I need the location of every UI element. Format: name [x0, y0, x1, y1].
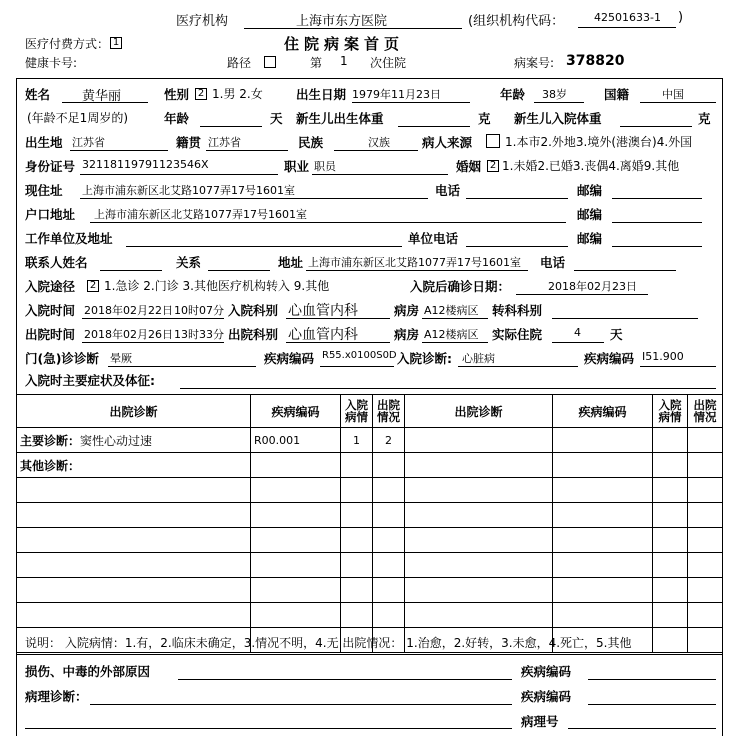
org-name: 上海市东方医院 [296, 14, 388, 29]
cell[interactable] [251, 528, 341, 553]
work-phone-label: 单位电话 [408, 231, 459, 246]
cell[interactable] [688, 428, 723, 453]
cell[interactable] [653, 553, 688, 578]
cell[interactable] [688, 478, 723, 503]
age-value: 38岁 [542, 88, 567, 101]
cell[interactable] [341, 553, 373, 578]
ethnic-label: 民族 [298, 135, 324, 150]
admit-time-label: 入院时间 [25, 303, 76, 318]
sex-label: 性别 [164, 87, 190, 102]
marriage-box[interactable]: 2 [487, 158, 499, 172]
header-out-diag: 出院诊断 [17, 395, 251, 428]
address-label: 现住址 [25, 183, 63, 198]
contact-addr-underline [306, 270, 528, 271]
table-row [17, 428, 723, 453]
id-number: 32118119791123546X [82, 158, 209, 171]
admit-date: 2018年02月22日 [84, 304, 173, 317]
birth-underline [352, 102, 470, 103]
header-code: 疾病编码 [251, 395, 341, 428]
sex-options: 1.男 2.女 [212, 87, 263, 101]
cell[interactable] [17, 578, 251, 603]
cell[interactable] [553, 428, 653, 453]
cell[interactable] [251, 603, 341, 628]
admit-diag-label: 入院诊断: [397, 351, 452, 366]
days-underline [552, 342, 604, 343]
code4-underline [588, 704, 716, 705]
cell[interactable] [405, 553, 553, 578]
zip3-label: 邮编 [577, 231, 603, 246]
main-diag: 窦性心动过速 [80, 433, 153, 448]
gram2: 克 [698, 111, 711, 126]
cell[interactable] [653, 453, 688, 478]
relation-underline [208, 270, 270, 271]
code3-underline [588, 679, 716, 680]
hukou-label: 户口地址 [25, 207, 76, 222]
contact-label: 联系人姓名 [25, 255, 88, 270]
cell[interactable] [405, 478, 553, 503]
table-row [17, 578, 723, 603]
case-no: 378820 [566, 53, 625, 69]
contact-phone-label: 电话 [540, 255, 566, 270]
outpatient-code-underline [320, 366, 394, 367]
source-checkbox[interactable] [486, 133, 500, 148]
cell[interactable] [653, 528, 688, 553]
main-code[interactable]: R00.001 [251, 428, 341, 453]
address: 上海市浦东新区北艾路1077弄17号1601室 [82, 184, 295, 197]
main-diag-label: 主要诊断： [20, 433, 81, 448]
header-out-diag-2: 出院诊断 [405, 395, 553, 428]
cell[interactable] [373, 453, 405, 478]
cell[interactable] [341, 603, 373, 628]
discharge-dept-underline [286, 342, 390, 343]
table-header-row [17, 395, 723, 428]
days-value: 4 [574, 326, 581, 339]
cell[interactable] [688, 528, 723, 553]
ward-label: 病房 [394, 303, 420, 318]
cell[interactable] [341, 578, 373, 603]
ethnic-underline [334, 150, 418, 151]
table-row [17, 603, 723, 628]
cell[interactable] [341, 503, 373, 528]
route-label: 入院途径 [25, 279, 76, 294]
times-suffix: 次住院 [370, 56, 407, 70]
birthplace: 江苏省 [72, 136, 105, 149]
marriage-label: 婚姻 [456, 159, 482, 174]
org-code-label: (组织机构代码： [468, 14, 565, 29]
case-no-label: 病案号: [514, 56, 555, 70]
pathology-label: 病理诊断： [25, 689, 88, 704]
newborn-admit-weight-label: 新生儿入院体重 [514, 111, 602, 126]
header-code-2: 疾病编码 [553, 395, 653, 428]
cell[interactable] [653, 478, 688, 503]
cell[interactable] [373, 478, 405, 503]
cell[interactable] [688, 603, 723, 628]
pay-label: 医疗付费方式： [25, 37, 110, 51]
newborn-admit-underline [620, 126, 692, 127]
cell[interactable] [405, 578, 553, 603]
cell[interactable] [553, 478, 653, 503]
nation-value: 中国 [662, 88, 684, 101]
path-no-underline [568, 728, 716, 729]
day-unit: 天 [270, 111, 283, 126]
relation-label: 关系 [176, 255, 202, 270]
nation-underline [640, 102, 716, 103]
birthplace-underline [70, 150, 168, 151]
name-label: 姓名 [25, 87, 51, 102]
cell[interactable] [405, 528, 553, 553]
id-label: 身份证号 [25, 159, 76, 174]
native-underline [206, 150, 288, 151]
cell[interactable] [405, 603, 553, 628]
days-unit: 天 [610, 327, 623, 342]
cell[interactable] [373, 553, 405, 578]
main-admit[interactable]: 1 [341, 428, 373, 453]
footer-note: 说明： 入院病情：1.有，2.临床未确定，3.情况不明，4.无 出院情况： 1.治愈，2.好转，3.未愈，4.死亡，5.其他 [25, 636, 632, 650]
cell[interactable] [553, 553, 653, 578]
id-underline [80, 174, 278, 175]
outpatient-underline [108, 366, 256, 367]
cell[interactable] [251, 553, 341, 578]
cell[interactable] [688, 578, 723, 603]
org-code: 42501633-1 [594, 11, 661, 24]
newborn-weight-label: 新生儿出生体重 [296, 111, 384, 126]
cell[interactable] [341, 453, 373, 478]
header-out-cond: 出院情况 [373, 395, 405, 428]
phone-label: 电话 [435, 183, 461, 198]
cell[interactable] [405, 428, 553, 453]
admit-time-underline [82, 318, 224, 319]
patient-name: 黄华丽 [82, 89, 122, 104]
job-label: 职业 [284, 159, 310, 174]
path-checkbox[interactable] [264, 54, 276, 68]
discharge-dept: 心血管内科 [288, 327, 358, 343]
other-diag-label[interactable]: 其他诊断： [17, 453, 251, 478]
cell[interactable] [553, 603, 653, 628]
table-row [17, 453, 723, 478]
cell[interactable] [553, 453, 653, 478]
cell[interactable] [553, 578, 653, 603]
cell[interactable] [341, 478, 373, 503]
outpatient-diag: 晕厥 [110, 352, 132, 365]
phone-underline [466, 198, 568, 199]
times-prefix: 第 [310, 56, 323, 70]
zip-underline [612, 198, 702, 199]
sex-box[interactable]: 2 [195, 86, 207, 100]
org-code-close: ) [678, 10, 684, 25]
ward2: A12楼病区 [424, 328, 479, 341]
cell[interactable] [17, 603, 251, 628]
cell[interactable] [653, 603, 688, 628]
contact-addr-label: 地址 [278, 255, 304, 270]
hukou-underline [90, 222, 566, 223]
job-value: 职员 [314, 160, 336, 173]
table-row [17, 553, 723, 578]
cell[interactable] [373, 578, 405, 603]
cell[interactable] [405, 503, 553, 528]
name-underline [62, 102, 148, 103]
cell[interactable] [553, 528, 653, 553]
admit-code-underline [640, 366, 716, 367]
job-underline [312, 174, 448, 175]
route-options: 1.急诊 2.门诊 3.其他医疗机构转入 9.其他 [104, 279, 330, 293]
table-row [17, 503, 723, 528]
cell[interactable] [653, 578, 688, 603]
symptom-label: 入院时主要症状及体征: [25, 373, 155, 388]
cell[interactable] [373, 528, 405, 553]
org-code-underline [578, 27, 676, 28]
code3-label: 疾病编码 [521, 664, 572, 679]
org-underline [244, 28, 462, 29]
gram1: 克 [478, 111, 491, 126]
table-row [17, 528, 723, 553]
code2-label: 疾病编码 [584, 351, 635, 366]
zip-label: 邮编 [577, 183, 603, 198]
admit-clock: 10时07分 [174, 304, 224, 317]
path-label: 路径 [227, 56, 252, 70]
path-no-label: 病理号 [521, 714, 559, 729]
injury-underline [178, 679, 512, 680]
birth-label: 出生日期 [296, 87, 347, 102]
transfer-underline [552, 318, 698, 319]
nation-label: 国籍 [604, 87, 630, 102]
code-label: 疾病编码 [264, 351, 315, 366]
contact-underline [100, 270, 162, 271]
cell[interactable] [405, 453, 553, 478]
infant-note: (年龄不足1周岁的) [27, 111, 128, 125]
cell[interactable] [553, 503, 653, 528]
age-underline [534, 102, 584, 103]
cell[interactable] [688, 553, 723, 578]
admit-dept: 心血管内科 [288, 303, 358, 319]
birth-date: 1979年11月23日 [352, 88, 441, 101]
age-label: 年龄 [500, 87, 526, 102]
discharge-time-underline [82, 342, 224, 343]
contact-phone-underline [574, 270, 676, 271]
injury-label: 损伤、中毒的外部原因 [25, 664, 151, 679]
zip3-underline [612, 246, 702, 247]
route-box[interactable]: 2 [87, 278, 99, 292]
cell[interactable] [688, 628, 723, 653]
outpatient-code: R55.x0100S0D [322, 350, 397, 361]
cell[interactable] [17, 553, 251, 578]
source-options: 1.本市2.外地3.境外(港澳台)4.外国 [505, 135, 693, 149]
admit-diag-underline [458, 366, 578, 367]
cell[interactable] [653, 628, 688, 653]
ward2-underline [422, 342, 488, 343]
confirm-underline [516, 294, 648, 295]
cell[interactable] [653, 503, 688, 528]
cell[interactable] [251, 453, 341, 478]
address-underline [80, 198, 428, 199]
cell[interactable] [653, 428, 688, 453]
cell[interactable] [373, 503, 405, 528]
work-label: 工作单位及地址 [25, 231, 113, 246]
zip2-underline [612, 222, 702, 223]
footer-divider [16, 654, 722, 655]
cell[interactable] [17, 503, 251, 528]
cell[interactable] [251, 503, 341, 528]
cell[interactable] [341, 528, 373, 553]
header-admit-cond-2: 入院病情 [653, 395, 688, 428]
cell[interactable] [251, 578, 341, 603]
confirm-label: 入院后确诊日期： [410, 279, 511, 294]
discharge-time-label: 出院时间 [25, 327, 76, 342]
table-row [17, 478, 723, 503]
work-underline [126, 246, 402, 247]
admit-diag: 心脏病 [462, 352, 495, 365]
code4-label: 疾病编码 [521, 689, 572, 704]
cell[interactable] [688, 453, 723, 478]
newborn-weight-underline [398, 126, 470, 127]
zip2-label: 邮编 [577, 207, 603, 222]
times-value: 1 [340, 54, 348, 68]
symptom-underline [180, 388, 716, 389]
outpatient-label: 门(急)诊诊断 [25, 351, 99, 366]
confirm-date: 2018年02月23日 [548, 280, 637, 293]
admit-dept-label: 入院科别 [228, 303, 279, 318]
pay-box[interactable]: 1 [110, 35, 122, 49]
diagnosis-table [16, 394, 723, 653]
pathology-underline [90, 704, 512, 705]
marriage-options: 1.未婚2.已婚3.丧偶4.离婚9.其他 [502, 159, 680, 173]
source-label: 病人来源 [422, 135, 473, 150]
discharge-date: 2018年02月26日 [84, 328, 173, 341]
org-label: 医疗机构 [176, 14, 229, 29]
days-label: 实际住院 [492, 327, 543, 342]
ward2-label: 病房 [394, 327, 420, 342]
frame-top [16, 78, 722, 79]
cell[interactable] [688, 503, 723, 528]
page-title: 住院病案首页 [284, 35, 405, 53]
contact-addr: 上海市浦东新区北艾路1077弄17号1601室 [308, 256, 521, 269]
ethnic: 汉族 [368, 136, 390, 149]
main-out[interactable]: 2 [373, 428, 405, 453]
native-label: 籍贯 [176, 135, 202, 150]
header-out-cond-2: 出院情况 [688, 395, 723, 428]
admit-code: I51.900 [642, 350, 684, 363]
cell[interactable] [17, 478, 251, 503]
admit-dept-underline [286, 318, 390, 319]
ward: A12楼病区 [424, 304, 479, 317]
header-admit-cond: 入院病情 [341, 395, 373, 428]
discharge-clock: 13时33分 [174, 328, 224, 341]
ward-underline [422, 318, 488, 319]
health-card-label: 健康卡号: [25, 56, 78, 70]
hukou: 上海市浦东新区北艾路1077弄17号1601室 [94, 208, 307, 221]
main-diag-cell[interactable] [17, 428, 251, 453]
infant-age-label: 年龄 [164, 111, 190, 126]
native: 江苏省 [208, 136, 241, 149]
cell[interactable] [17, 528, 251, 553]
discharge-dept-label: 出院科别 [228, 327, 279, 342]
pathology-underline-2 [25, 728, 512, 729]
cell[interactable] [251, 478, 341, 503]
birthplace-label: 出生地 [25, 135, 63, 150]
cell[interactable] [373, 603, 405, 628]
work-phone-underline [466, 246, 568, 247]
transfer-label: 转科科别 [492, 303, 543, 318]
infant-age-underline [200, 126, 262, 127]
